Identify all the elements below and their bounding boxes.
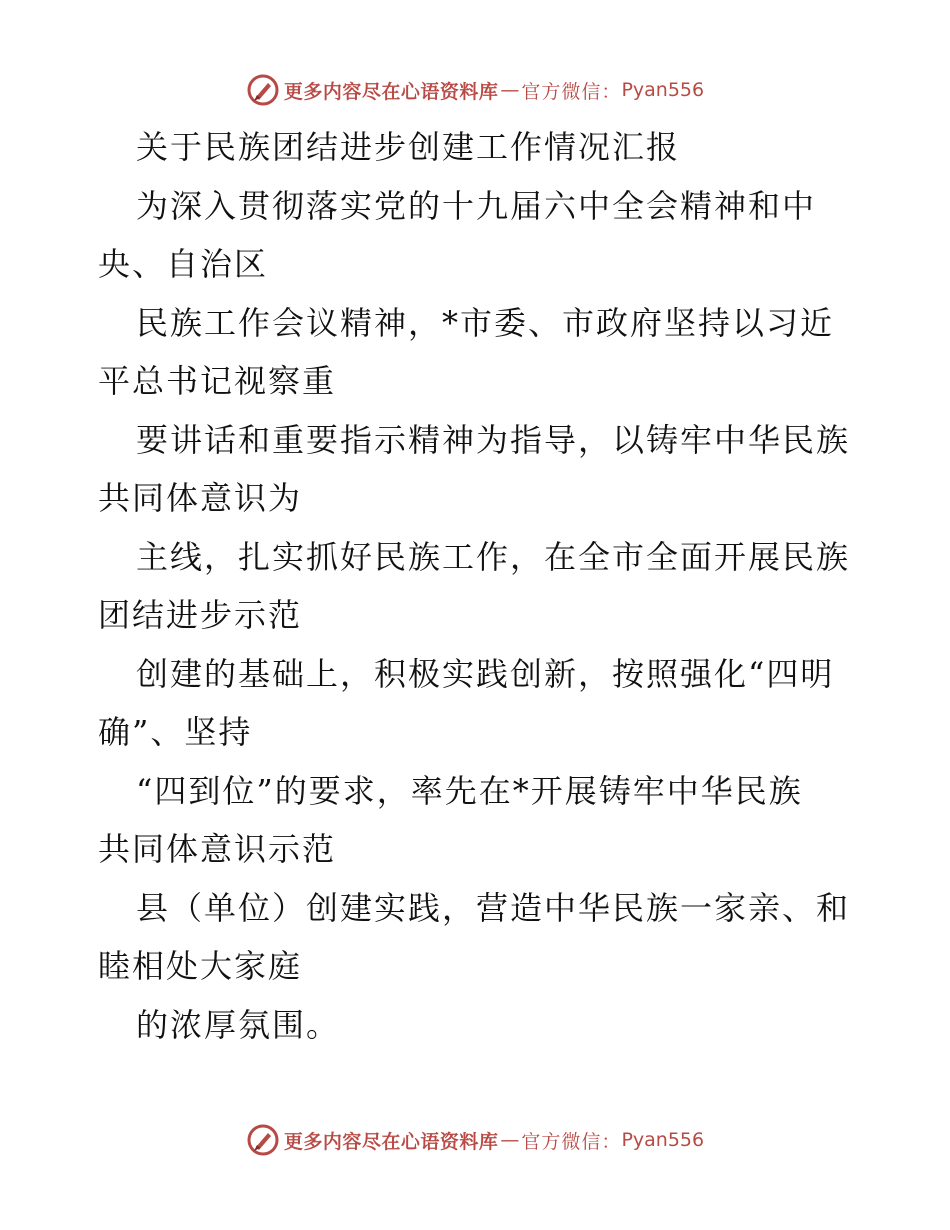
pen-nib-logo-icon [246,73,280,107]
paragraph-line: 团结进步示范 [98,596,303,634]
paragraph-line: 主线，扎实抓好民族工作，在全市全面开展民族 [136,537,851,576]
watermark-main-text: 更多内容尽在心语资料库 [283,80,499,103]
watermark-sub-text: 官方微信： [521,1130,622,1153]
watermark-footer [0,1120,950,1160]
paragraph-line: 民族工作会议精神，*市委、市政府坚持以习近 [136,303,835,342]
pen-nib-logo-icon [246,1123,280,1157]
paragraph-line: 县（单位）创建实践，营造中华民族一家亲、和 [136,888,851,927]
watermark-sub-text: 官方微信： [521,80,622,103]
paragraph-line: 要讲话和重要指示精神为指导，以铸牢中华民族 [136,420,851,459]
paragraph-line: 确”、坚持 [98,713,253,751]
watermark-wechat-id: Pyan556 [621,1129,705,1151]
watermark-main-text: 更多内容尽在心语资料库 [283,1130,499,1153]
watermark-dash: — [500,1129,520,1151]
paragraph-line: 央、自治区 [98,245,269,283]
document-title: 关于民族团结进步创建工作情况汇报 [136,128,681,166]
paragraph-line: 创建的基础上，积极实践创新，按照强化“四明 [136,654,835,693]
watermark-header [0,70,950,110]
watermark-wechat-id: Pyan556 [621,79,705,101]
paragraph-line: 为深入贯彻落实党的十九届六中全会精神和中 [136,186,817,225]
paragraph-line: 共同体意识示范 [98,830,337,868]
document-body [98,118,898,1054]
paragraph-line: 的浓厚氛围。 [136,1005,341,1044]
paragraph-line: 共同体意识为 [98,479,303,517]
paragraph-line: “四到位”的要求，率先在*开展铸牢中华民族 [136,771,803,810]
paragraph-line: 睦相处大家庭 [98,947,303,985]
paragraph-line: 平总书记视察重 [98,362,337,400]
watermark-dash: — [500,79,520,101]
